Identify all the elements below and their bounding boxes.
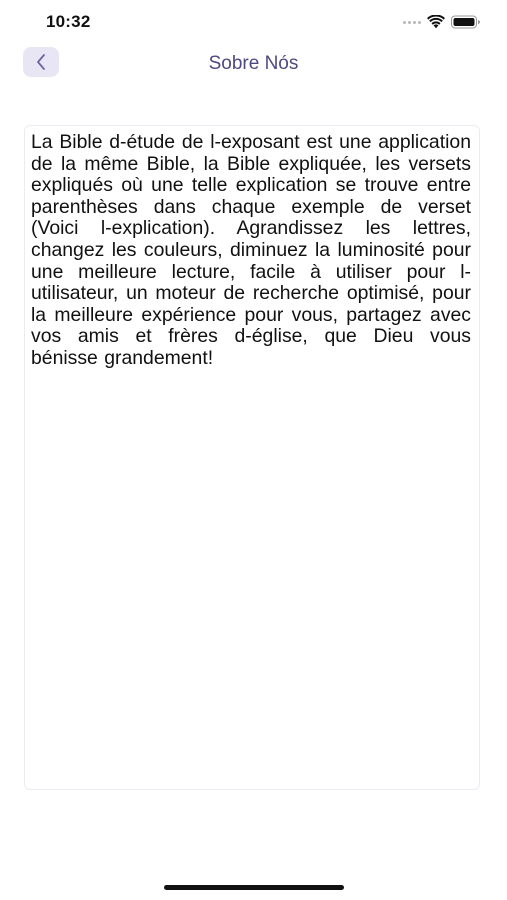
about-paragraph: La Bible d-étude de l-exposant est une application de la même Bible, la Bible expliquée, les versets expliqués où une telle explication se trouve entre parenthèses dans chaque exemple de verset (Voici l-explication). Agrandissez les lettres, changez les couleurs, diminuez la luminosité pour une meilleure lecture, facile à utiliser pour l-utilisateur, un moteur de recherche optimisé, pour la meilleure expérience pour vous, partagez avec vos amis et frères d-église, que Dieu vous bénisse grandement! — [31, 131, 471, 369]
wifi-icon — [427, 15, 445, 29]
about-text-box[interactable] — [24, 125, 480, 790]
navigation-bar — [0, 44, 507, 84]
status-time: 10:32 — [46, 12, 91, 31]
battery-icon — [451, 15, 481, 29]
cellular-signal-icon — [403, 21, 421, 24]
status-bar — [0, 0, 507, 44]
home-indicator[interactable] — [164, 885, 344, 890]
status-icons — [403, 14, 481, 30]
page-title: Sobre Nós — [208, 53, 299, 74]
